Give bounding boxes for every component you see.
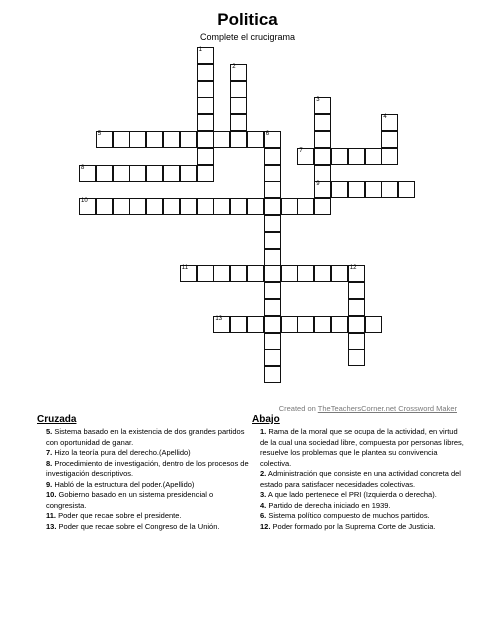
grid-cell[interactable] — [314, 131, 331, 148]
grid-cell[interactable] — [264, 232, 281, 249]
grid-cell[interactable] — [79, 165, 96, 182]
cell-number: 10 — [81, 198, 88, 205]
grid-cell[interactable] — [381, 148, 398, 165]
grid-cell[interactable] — [314, 316, 331, 333]
clue-number: 12. — [260, 521, 271, 531]
down-clue — [260, 511, 465, 522]
clue-number: 2. — [260, 469, 267, 478]
cell-number: 3 — [316, 97, 320, 104]
grid-cell[interactable] — [230, 64, 247, 81]
grid-cell[interactable] — [264, 148, 281, 165]
grid-cell[interactable] — [180, 165, 197, 182]
across-clue — [46, 480, 251, 491]
cell-number: 11 — [181, 265, 189, 272]
grid-cell[interactable] — [264, 215, 281, 232]
clue-number: 7. — [46, 448, 53, 457]
grid-cell[interactable] — [213, 198, 230, 215]
grid-cell[interactable] — [281, 198, 298, 215]
grid-cell[interactable] — [197, 64, 214, 81]
grid-cell[interactable] — [230, 97, 247, 114]
grid-cell[interactable] — [230, 131, 247, 148]
down-clue — [260, 490, 465, 501]
grid-cell[interactable] — [381, 114, 398, 131]
grid-cell[interactable] — [264, 366, 281, 383]
grid-cell[interactable] — [113, 131, 130, 148]
clue-text: Hizo la teoría pura del derecho.(Apellido) — [52, 448, 191, 457]
grid-cell[interactable] — [348, 148, 365, 165]
grid-cell[interactable] — [163, 165, 180, 182]
grid-cell[interactable] — [180, 265, 197, 282]
clue-number: 5. — [46, 427, 53, 436]
grid-cell[interactable] — [314, 265, 331, 282]
across-clue — [46, 448, 251, 459]
grid-cell[interactable] — [247, 265, 264, 282]
cell-number: 8 — [81, 164, 85, 171]
cell-number: 1 — [198, 47, 202, 53]
grid-cell[interactable] — [264, 299, 281, 316]
across-heading: Cruzada — [37, 414, 77, 425]
across-clue — [46, 459, 251, 480]
clue-text: Sistema político compuesto de muchos partidos. — [266, 511, 430, 520]
credit-link[interactable]: TheTeachersCorner.net Crossword Maker — [317, 404, 457, 413]
grid-cell[interactable] — [96, 198, 113, 215]
grid-cell[interactable] — [79, 198, 96, 215]
grid-cell[interactable] — [264, 249, 281, 266]
cell-number: 2 — [232, 63, 236, 70]
puzzle-title: Politica — [217, 10, 278, 29]
grid-cell[interactable] — [230, 81, 247, 98]
down-heading: Abajo — [252, 414, 280, 425]
grid-cell[interactable] — [348, 349, 365, 366]
clue-number: 13. — [46, 521, 57, 531]
grid-cell[interactable] — [314, 181, 331, 198]
grid-cell[interactable] — [230, 316, 247, 333]
cell-number: 5 — [97, 131, 102, 137]
grid-cell[interactable] — [197, 148, 214, 165]
clue-number: 10. — [46, 490, 57, 499]
grid-cell[interactable] — [146, 165, 163, 182]
down-clue — [260, 501, 465, 512]
grid-cell[interactable] — [331, 265, 348, 282]
grid-cell[interactable] — [180, 198, 197, 215]
grid-cell[interactable] — [297, 265, 314, 282]
across-clue-list — [46, 427, 251, 532]
clue-number: 1. — [260, 427, 267, 436]
clue-number: 11. — [46, 511, 57, 520]
grid-cell[interactable] — [314, 148, 331, 165]
grid-cell[interactable] — [146, 131, 163, 148]
grid-cell[interactable] — [365, 181, 382, 198]
cell-number: 13 — [215, 315, 223, 322]
credit-prefix: Created on — [278, 404, 318, 413]
grid-cell[interactable] — [348, 299, 365, 316]
across-clue — [46, 522, 251, 533]
grid-cell[interactable] — [197, 114, 214, 131]
credit-line — [279, 404, 457, 413]
grid-cell[interactable] — [247, 131, 264, 148]
grid-cell[interactable] — [213, 131, 230, 148]
grid-cell[interactable] — [163, 131, 180, 148]
grid-cell[interactable] — [398, 181, 415, 198]
clue-text: Sistema basado en la existencia de dos grandes partidos con oportunidad de ganar. — [46, 427, 245, 447]
grid-cell[interactable] — [365, 316, 382, 333]
clue-text: Poder formado por la Suprema Corte de Justicia. — [270, 521, 436, 531]
clue-text: Procedimiento de investigación, dentro de los procesos de investigación descriptivos. — [46, 458, 249, 478]
grid-cell[interactable] — [230, 114, 247, 131]
grid-cell[interactable] — [197, 97, 214, 114]
clue-text: Habló de la estructura del poder.(Apellido) — [52, 479, 195, 489]
grid-cell[interactable] — [197, 131, 214, 148]
grid-cell[interactable] — [129, 131, 146, 148]
grid-cell[interactable] — [348, 282, 365, 299]
grid-cell[interactable] — [96, 165, 113, 182]
cell-number: 6 — [265, 131, 270, 137]
grid-cell[interactable] — [348, 265, 365, 282]
grid-cell[interactable] — [264, 265, 281, 282]
grid-cell[interactable] — [264, 131, 281, 148]
clue-text: Poder que recae sobre el Congreso de la Unión. — [56, 521, 220, 531]
across-clue — [46, 511, 251, 522]
grid-cell[interactable] — [197, 47, 214, 64]
puzzle-subtitle: Complete el crucigrama — [199, 32, 296, 42]
grid-cell[interactable] — [264, 333, 281, 350]
grid-cell[interactable] — [331, 181, 348, 198]
grid-cell[interactable] — [113, 165, 130, 182]
clue-text: A que lado pertenece el PRI (Izquierda o derecha). — [266, 490, 437, 499]
grid-cell[interactable] — [197, 198, 214, 215]
clue-text: Partido de derecha iniciado en 1939. — [266, 500, 391, 510]
clue-number: 3. — [260, 490, 267, 499]
clue-text: Administración que consiste en una actividad concreta del estado para satisfacer necesidades colectivas. — [260, 469, 461, 489]
grid-cell[interactable] — [264, 282, 281, 299]
grid-cell[interactable] — [129, 165, 146, 182]
grid-cell[interactable] — [264, 349, 281, 366]
grid-cell[interactable] — [197, 81, 214, 98]
down-clue — [260, 522, 465, 533]
clue-text: Poder que recae sobre el presidente. — [56, 511, 182, 520]
grid-cell[interactable] — [314, 97, 331, 114]
grid-cell[interactable] — [331, 148, 348, 165]
grid-cell[interactable] — [297, 148, 314, 165]
grid-cell[interactable] — [247, 198, 264, 215]
down-clue-list — [260, 427, 465, 532]
cell-number: 4 — [383, 114, 387, 121]
grid-cell[interactable] — [314, 114, 331, 131]
grid-cell[interactable] — [163, 198, 180, 215]
grid-cell[interactable] — [331, 316, 348, 333]
grid-cell[interactable] — [264, 181, 281, 198]
clue-number: 4. — [260, 500, 267, 510]
grid-cell[interactable] — [230, 265, 247, 282]
grid-cell[interactable] — [113, 198, 130, 215]
clue-number: 6. — [260, 511, 267, 520]
grid-cell[interactable] — [96, 131, 113, 148]
grid-cell[interactable] — [129, 198, 146, 215]
grid-cell[interactable] — [213, 265, 230, 282]
grid-cell[interactable] — [146, 198, 163, 215]
grid-cell[interactable] — [197, 165, 214, 182]
grid-cell[interactable] — [264, 316, 281, 333]
grid-cell[interactable] — [297, 198, 314, 215]
grid-cell[interactable] — [197, 265, 214, 282]
clue-number: 8. — [46, 458, 53, 468]
cell-number: 7 — [299, 147, 303, 154]
grid-cell[interactable] — [281, 316, 298, 333]
grid-cell[interactable] — [348, 333, 365, 350]
clue-text: Rama de la moral que se ocupa de la actividad, en virtud de la cual una sociedad libre, compuesta por personas libres, resuelve los problemas que le plantea su convivencia colectiva. — [260, 427, 464, 468]
grid-cell[interactable] — [230, 198, 247, 215]
cell-number: 9 — [316, 181, 320, 188]
across-clue — [46, 490, 251, 511]
grid-cell[interactable] — [180, 131, 197, 148]
grid-cell[interactable] — [247, 316, 264, 333]
cell-number: 12 — [349, 265, 357, 272]
clue-number: 9. — [46, 479, 53, 489]
grid-cell[interactable] — [348, 316, 365, 333]
grid-cell[interactable] — [264, 165, 281, 182]
grid-cell[interactable] — [213, 316, 230, 333]
grid-cell[interactable] — [314, 165, 331, 182]
across-clue — [46, 427, 251, 448]
grid-cell[interactable] — [264, 198, 281, 215]
grid-cell[interactable] — [381, 181, 398, 198]
clue-text: Gobierno basado en un sistema presidencial o congresista. — [46, 490, 214, 510]
grid-cell[interactable] — [365, 148, 382, 165]
grid-cell[interactable] — [314, 198, 331, 215]
down-clue — [260, 469, 465, 490]
grid-cell[interactable] — [297, 316, 314, 333]
down-clue — [260, 427, 465, 469]
grid-cell[interactable] — [281, 265, 298, 282]
grid-cell[interactable] — [348, 181, 365, 198]
grid-cell[interactable] — [381, 131, 398, 148]
